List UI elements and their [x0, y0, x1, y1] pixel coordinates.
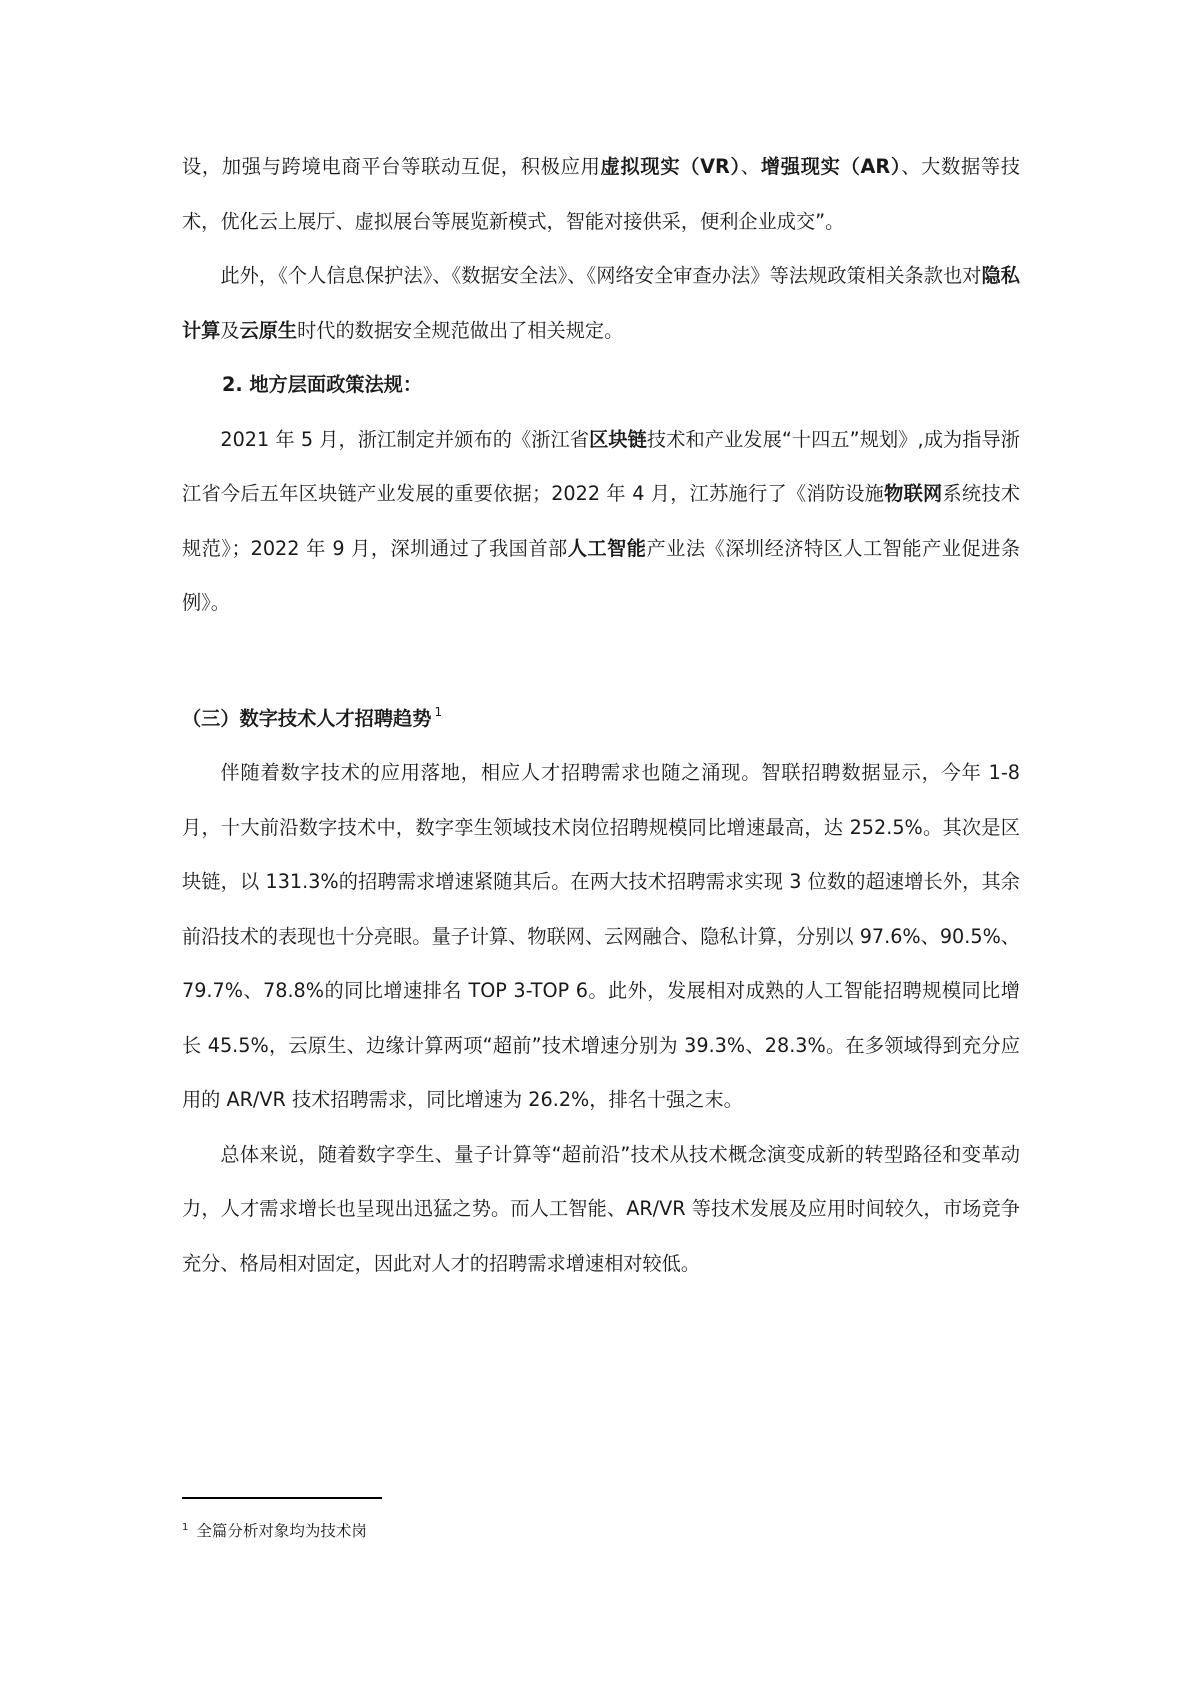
footnote-text: 全篇分析对象均为技术岗 — [196, 1522, 367, 1540]
paragraph-trade-fair-tech: 设，加强与跨境电商平台等联动互促，积极应用虚拟现实（VR）、增强现实（AR）、大数据等技术，优化云上展厅、虚拟展台等展览新模式，智能对接供采，便利企业成交”。 — [182, 155, 1021, 233]
document-body — [182, 140, 1020, 1291]
term-cloud-native: 云原生 — [239, 318, 298, 342]
paragraph-summary: 总体来说，随着数字孪生、量子计算等“超前沿”技术从技术概念演变成新的转型路径和变革动力，人才需求增长也呈现出迅猛之势。而人工智能、AR/VR 等技术发展及应用时间较久，市场竞争充分、格局相对固定，因此对人才的招聘需求增速相对较低。 — [182, 1142, 1020, 1275]
term-iot: 物联网 — [884, 482, 943, 505]
section-heading-talent-trend: （三）数字技术人才招聘趋势 $^1$ — [182, 704, 443, 730]
footnote-ref[interactable]: 1 — [434, 704, 443, 719]
footnote — [182, 1517, 367, 1542]
term-vr: 虚拟现实（VR） — [600, 155, 741, 178]
footnote-divider — [182, 1497, 382, 1499]
footnote-number: 1 — [182, 1522, 189, 1533]
paragraph-recruitment-data: 伴随着数字技术的应用落地，相应人才招聘需求也随之涌现。智联招聘数据显示，今年 1-8 月，十大前沿数字技术中，数字孪生领域技术岗位招聘规模同比增速最高，达 252.5%。其次是区块链，以 131.3%的招聘需求增速紧随其后。在两大技术招聘需求实现 3 位数的超速增长外，其余前沿技术的表现也十分亮眼。量子计算、物联网、云网融合、隐私计算，分别以 97.6%、90.5%、79.7%、78.8%的同比增速排名 TOP 3-TOP 6。此外，发展相对成熟的人工智能招聘规模同比增长 45.5%，云原生、边缘计算两项“超前”技术增速分别为 39.3%、28.3%。在多领域得到充分应用的 AR/VR 技术招聘需求，同比增速为 26.2%，排名十强之末。 — [182, 761, 1020, 1111]
paragraph-privacy-laws: 此外，《个人信息保护法》、《数据安全法》、《网络安全审查办法》等法规政策相关条款也对隐私计算及云原生时代的数据安全规范做出了相关规定。 — [182, 264, 1020, 342]
subheading-local-policy: 2. 地方层面政策法规： — [222, 373, 423, 396]
term-privacy-computing: 隐私计算 — [182, 264, 1020, 342]
term-ar: 增强现实（AR） — [760, 155, 902, 178]
term-ai: 人工智能 — [567, 536, 647, 560]
paragraph-local-policy: 2021 年 5 月，浙江制定并颁布的《浙江省区块链技术和产业发展“十四五”规划》,成为指导浙江省今后五年区块链产业发展的重要依据；2022 年 4 月，江苏施行了《消防设施物联网系统技术规范》；2022 年 9 月，深圳通过了我国首部人工智能产业法《深圳经济特区人工智能产业促进条例》。 — [182, 427, 1021, 614]
term-blockchain: 区块链 — [589, 427, 647, 451]
